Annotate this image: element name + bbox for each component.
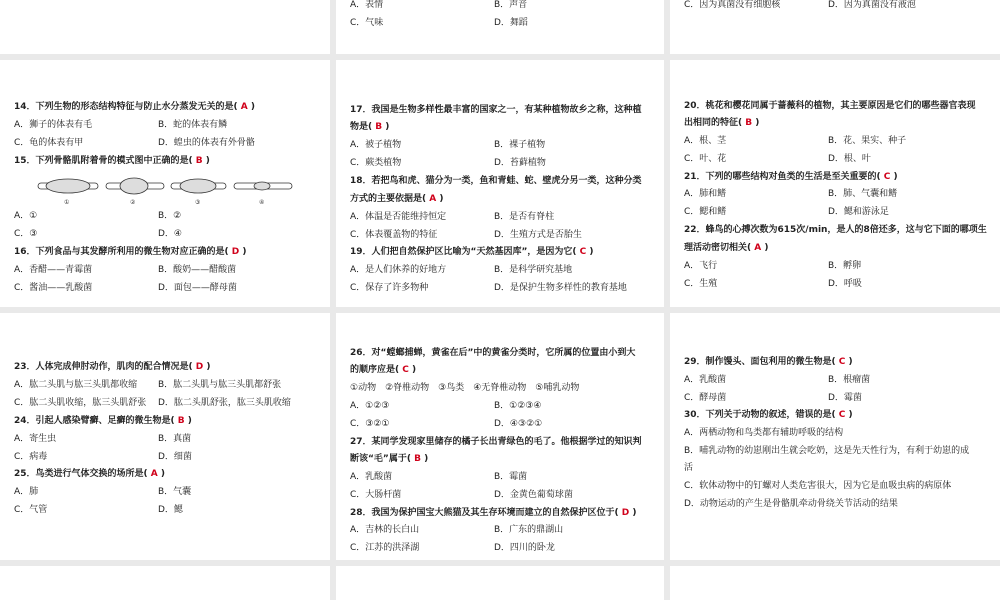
option: B．声音	[494, 0, 528, 10]
question-23: 23．人体完成伸肘动作，肌肉的配合情况是( D )	[14, 362, 211, 372]
option: B．蛇的体表有鳞	[158, 120, 228, 130]
option: D．面包——酵母菌	[158, 283, 237, 293]
option: D．呼吸	[828, 279, 862, 289]
question-27: 27．某同学发现家里储存的橘子长出青绿色的毛了。他根据学过的知识判	[350, 437, 642, 447]
option: A．飞行	[684, 261, 718, 271]
answer: C	[838, 357, 846, 367]
panel-questions-17-19	[336, 60, 664, 307]
option: A．乳酸菌	[684, 375, 727, 385]
option: C．体表覆盖物的特征	[350, 230, 438, 240]
question-14: 14．下列生物的形态结构特征与防止水分蒸发无关的是( A )	[14, 102, 256, 112]
option: D．细菌	[158, 452, 192, 462]
answer: C	[883, 172, 891, 182]
question-17: 17．我国是生物多样性最丰富的国家之一，有某种植物故乡之称，这种植	[350, 105, 642, 115]
option: B．孵卵	[828, 261, 862, 271]
option: C．酱油——乳酸菌	[14, 283, 93, 293]
option: A．肺	[14, 487, 39, 497]
question-28: 28．我国为保护国宝大熊猫及其生存环境而建立的自然保护区位于( D )	[350, 508, 637, 518]
option: C．鳃和鳍	[684, 207, 727, 217]
answer: D	[231, 247, 240, 257]
question-24: 24．引起人感染臂癣、足癣的微生物是( B )	[14, 416, 192, 426]
option: B．霉菌	[494, 472, 528, 482]
option: A．寄生虫	[14, 434, 57, 444]
option: A．表情	[350, 0, 384, 10]
answer: B	[195, 156, 203, 166]
option: C．病毒	[14, 452, 48, 462]
question-25: 25．鸟类进行气体交换的场所是( A )	[14, 469, 166, 479]
panel-questions-23-25	[0, 313, 330, 560]
option: C．③②①	[350, 419, 390, 429]
option: D．舞蹈	[494, 18, 528, 28]
question-30: 30．下列关于动物的叙述，错误的是( C )	[684, 410, 853, 420]
option: C．气管	[14, 505, 48, 515]
question-26-cont: 的顺序应是( C )	[350, 365, 417, 375]
option: B．①②③④	[494, 401, 542, 411]
option: D．鳃和游泳足	[828, 207, 889, 217]
option: A．①②③	[350, 401, 390, 411]
figure-label: ②	[130, 199, 136, 206]
option: C．保存了许多物种	[350, 283, 429, 293]
option: D．因为真菌没有液泡	[828, 0, 916, 10]
option: B．根瘤菌	[828, 375, 871, 385]
option: C．叶、花	[684, 154, 727, 164]
option: D．是保护生物多样性的教育基地	[494, 283, 627, 293]
option: C．龟的体表有甲	[14, 138, 84, 148]
option: B．肱二头肌与肱三头肌都舒张	[158, 380, 282, 390]
option: C．肱二头肌收缩，肱三头肌舒张	[14, 398, 147, 408]
option: A．是人们休养的好地方	[350, 265, 447, 275]
option: B．是否有脊柱	[494, 212, 555, 222]
answer: D	[621, 508, 630, 518]
question-20-cont: 出相同的特征( B )	[684, 118, 760, 128]
answer: B	[177, 416, 185, 426]
option: A．香醋——青霉菌	[14, 265, 93, 275]
option: A．被子植物	[350, 140, 402, 150]
panel-questions-14-16	[0, 60, 330, 307]
option: C．酵母菌	[684, 393, 727, 403]
question-27-cont: 断该“毛”属于( B )	[350, 454, 429, 464]
panel-top-left	[0, 0, 330, 54]
option: B．真菌	[158, 434, 192, 444]
option: D．霉菌	[828, 393, 862, 403]
option: D．鳃	[158, 505, 183, 515]
option: A．肺和鳍	[684, 189, 727, 199]
option: D．④	[158, 229, 182, 239]
option-cont: 活	[684, 463, 694, 473]
answer: A	[754, 243, 762, 253]
panel-bottom-right	[670, 566, 1000, 600]
option: A．根、茎	[684, 136, 727, 146]
option: A．吉林的长白山	[350, 525, 420, 535]
question-18: 18．若把鸟和虎、猫分为一类，鱼和青蛙、蛇、壁虎分另一类，这种分类	[350, 176, 642, 186]
option: D．根、叶	[828, 154, 871, 164]
question-22-cont: 理活动密切相关( A )	[684, 243, 769, 253]
panel-bottom-mid	[336, 566, 664, 600]
answer: A	[150, 469, 158, 479]
option: C．气味	[350, 18, 384, 28]
option: D．蝗虫的体表有外骨骼	[158, 138, 255, 148]
option: D．④③②①	[494, 419, 543, 429]
option: B．哺乳动物的幼崽刚出生就会吃奶，这是先天性行为，有利于幼崽的成	[684, 446, 970, 456]
option: C．因为真菌没有细胞核	[684, 0, 781, 10]
question-22: 22．蜂鸟的心搏次数为615次/min，是人的8倍还多，这与它下面的哪项生	[684, 225, 987, 235]
answer: A	[429, 194, 437, 204]
question-26: 26．对“螳螂捕蝉，黄雀在后”中的黄雀分类时，它所属的位置由小到大	[350, 348, 636, 358]
option: D．苔藓植物	[494, 158, 546, 168]
answer: B	[745, 118, 753, 128]
question-17-cont: 物是( B )	[350, 122, 390, 132]
question-26-choices: ①动物 ②脊椎动物 ③鸟类 ④无脊椎动物 ⑤哺乳动物	[350, 383, 580, 393]
question-29: 29．制作馒头、面包利用的微生物是( C )	[684, 357, 853, 367]
option: B．气囊	[158, 487, 192, 497]
question-19: 19．人们把自然保护区比喻为“天然基因库”，是因为它( C )	[350, 247, 594, 257]
question-21: 21．下列的哪些结构对鱼类的生活是至关重要的( C )	[684, 172, 898, 182]
option: D．动物运动的产生是骨骼肌牵动骨绕关节活动的结果	[684, 499, 898, 509]
answer: B	[414, 454, 421, 464]
option: B．②	[158, 211, 182, 221]
option: C．蕨类植物	[350, 158, 402, 168]
option: C．生殖	[684, 279, 718, 289]
muscle-bone-diagram	[36, 173, 296, 207]
question-18-cont: 方式的主要依据是( A )	[350, 194, 444, 204]
answer: C	[579, 247, 587, 257]
option: A．狮子的体表有毛	[14, 120, 93, 130]
answer: C	[402, 365, 409, 375]
figure-label: ③	[195, 199, 201, 206]
option: B．酸奶——醋酸菌	[158, 265, 237, 275]
option: D．生殖方式是否胎生	[494, 230, 582, 240]
option: A．两栖动物和鸟类都有辅助呼吸的结构	[684, 428, 844, 438]
answer: D	[195, 362, 204, 372]
question-16: 16．下列食品与其发酵所利用的微生物对应正确的是( D )	[14, 247, 247, 257]
option: B．花、果实、种子	[828, 136, 907, 146]
option: C．③	[14, 229, 38, 239]
option: C．大肠杆菌	[350, 490, 402, 500]
answer: A	[240, 102, 248, 112]
option: A．乳酸菌	[350, 472, 393, 482]
option: B．肺、气囊和鳍	[828, 189, 898, 199]
option: B．广东的鼎湖山	[494, 525, 564, 535]
option: D．金黄色葡萄球菌	[494, 490, 573, 500]
panel-top-mid	[336, 0, 664, 54]
question-15: 15．下列骨骼肌附着骨的模式图中正确的是( B )	[14, 156, 210, 166]
option: A．①	[14, 211, 38, 221]
option: D．四川的卧龙	[494, 543, 555, 553]
option: B．是科学研究基地	[494, 265, 573, 275]
option: A．肱二头肌与肱三头肌都收缩	[14, 380, 138, 390]
option: C．江苏的洪泽湖	[350, 543, 420, 553]
question-20: 20．桃花和樱花同属于蔷薇科的植物，其主要原因是它们的哪些器官表现	[684, 101, 976, 111]
panel-bottom-left	[0, 566, 330, 600]
answer: C	[838, 410, 846, 420]
panel-questions-29-30	[670, 313, 1000, 560]
option: B．裸子植物	[494, 140, 546, 150]
panel-questions-20-22	[670, 60, 1000, 307]
option: A．体温是否能维持恒定	[350, 212, 447, 222]
figure-label: ①	[64, 199, 70, 206]
answer: B	[375, 122, 383, 132]
option: C．软体动物中的钉螺对人类危害很大，因为它是血吸虫病的病原体	[684, 481, 952, 491]
figure-label: ④	[259, 199, 265, 206]
panel-questions-26-28	[336, 313, 664, 560]
panel-top-right	[670, 0, 1000, 54]
option: D．肱二头肌舒张，肱三头肌收缩	[158, 398, 291, 408]
